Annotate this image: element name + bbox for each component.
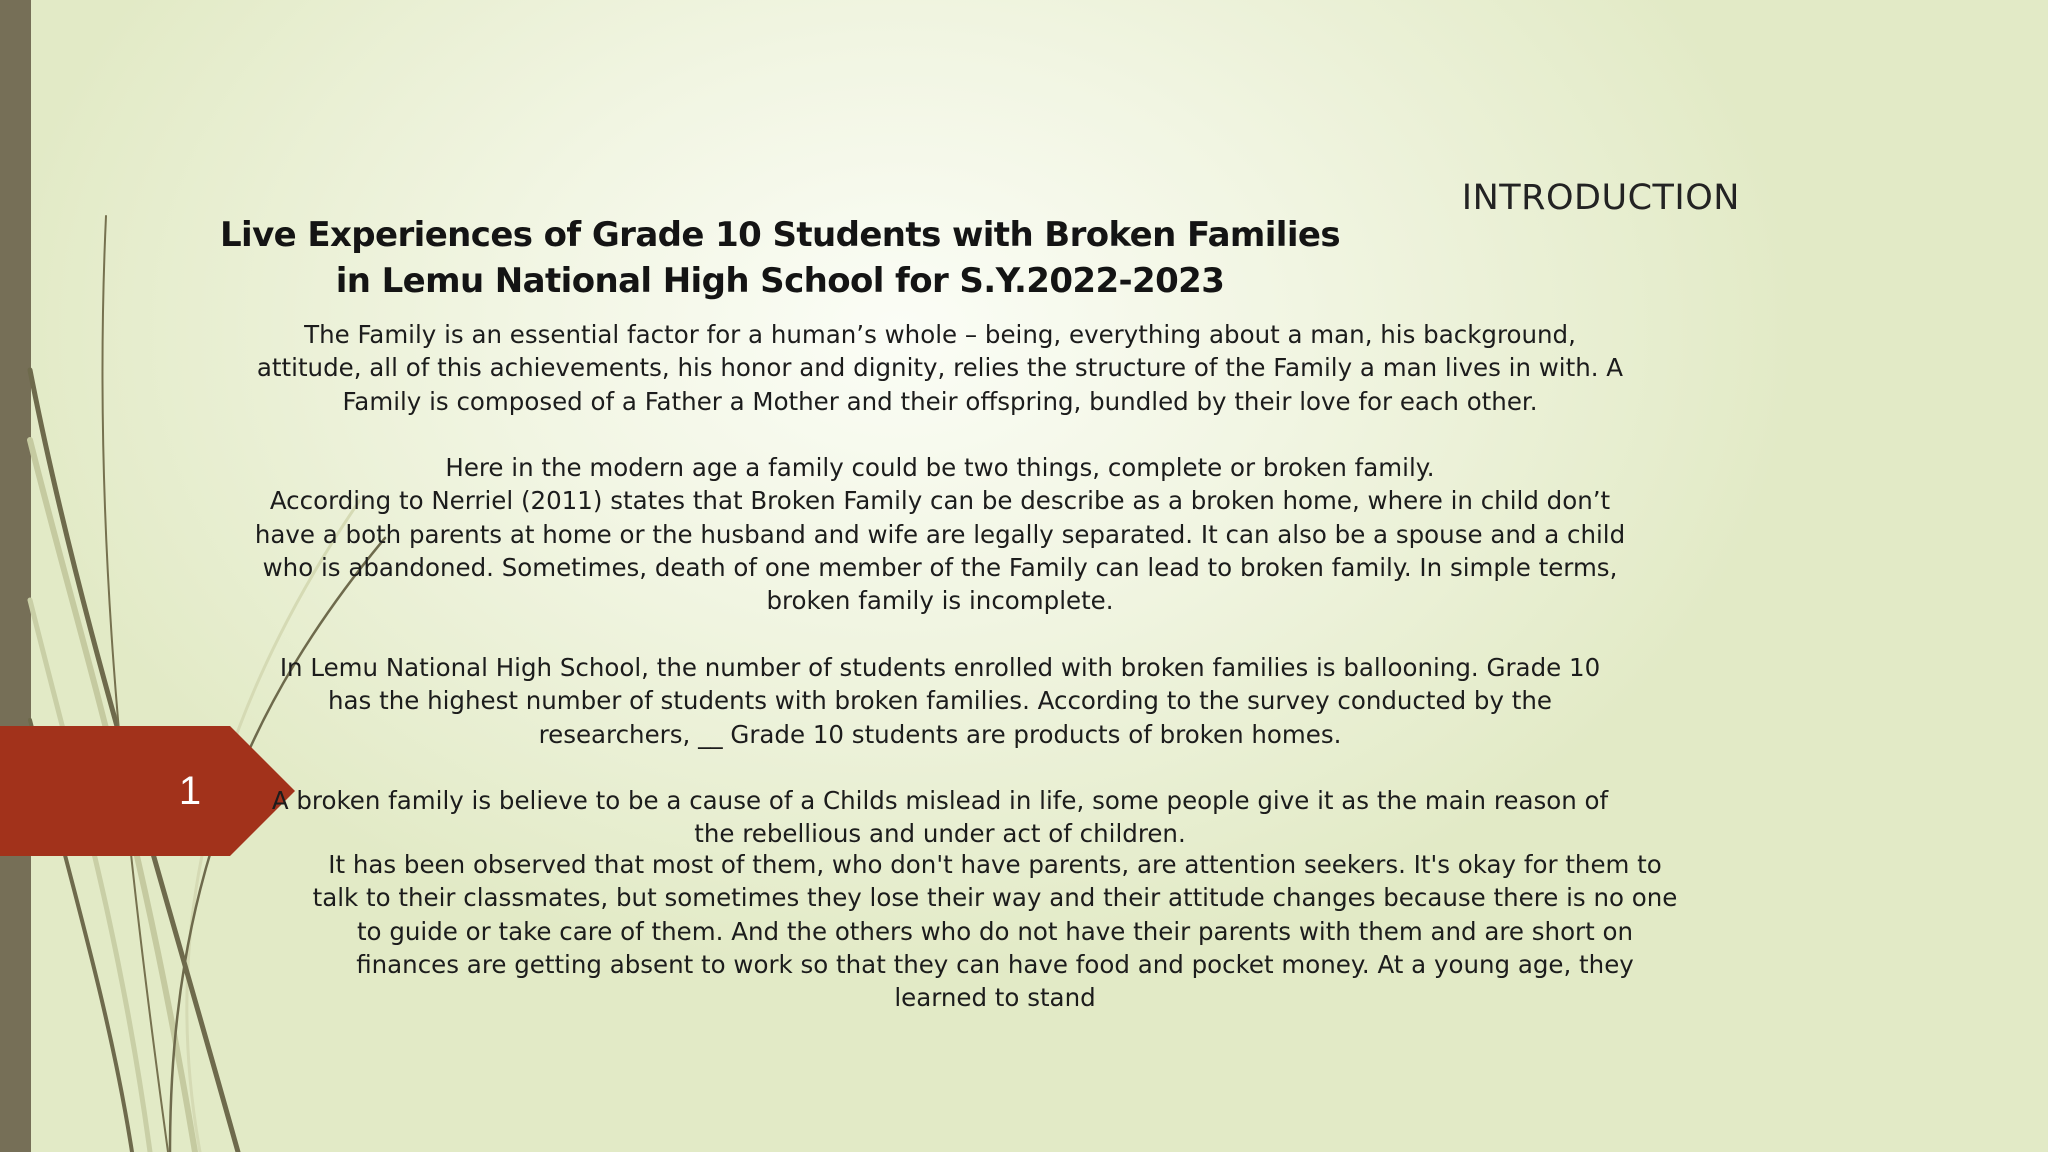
paragraph-spacer <box>240 418 1640 451</box>
paragraph-school-statistics: In Lemu National High School, the number of students enrolled with broken families is ballooning. Grade 10 has the highest number of students with broken families. According to the survey conducted by the researchers, __ Grade 10 students are products of broken homes. <box>279 652 1601 749</box>
body-text <box>240 318 1640 851</box>
paragraph-cause-of-misleading: A broken family is believe to be a cause of a Childs mislead in life, some people give it as the main reason of the rebellious and under act of children. <box>271 786 1609 849</box>
title-line-2: in Lemu National High School for S.Y.2022-2023 <box>335 261 1225 301</box>
page-number: 1 <box>178 769 202 813</box>
title-line-1: Live Experiences of Grade 10 Students with Broken Families <box>219 215 1341 255</box>
section-label: INTRODUCTION <box>1461 178 1740 218</box>
stem-dark-2 <box>102 216 168 1152</box>
slide-title <box>200 212 1360 304</box>
paragraph-family-definition: The Family is an essential factor for a human’s whole – being, everything about a man, his background, attitude, all of this achievements, his honor and dignity, relies the structure of the Family a man lives in with. A Family is composed of a Father a Mother and their offspring, bundled by their love for each other. <box>256 320 1624 416</box>
stem-light-2 <box>30 600 150 1152</box>
paragraph-spacer <box>240 751 1640 784</box>
paragraph-spacer <box>240 618 1640 651</box>
paragraph-observations: It has been observed that most of them, who don't have parents, are attention seekers. It's okay for them to talk to their classmates, but sometimes they lose their way and their attitude changes because there is no one to guide or take care of them. And the others who do not have their parents with them and are short on finances are getting absent to work so that they can have food and pocket money. At a young age, they learned to stand <box>312 850 1678 1013</box>
paragraph-broken-family-definition: Here in the modern age a family could be two things, complete or broken family. According to Nerriel (2011) states that Broken Family can be describe as a broken home, where in child don’t have a both parents at home or the husband and wife are legally separated. It can also be a spouse and a child who is abandoned. Sometimes, death of one member of the Family can lead to broken family. In simple terms, broken family is incomplete. <box>254 453 1626 616</box>
